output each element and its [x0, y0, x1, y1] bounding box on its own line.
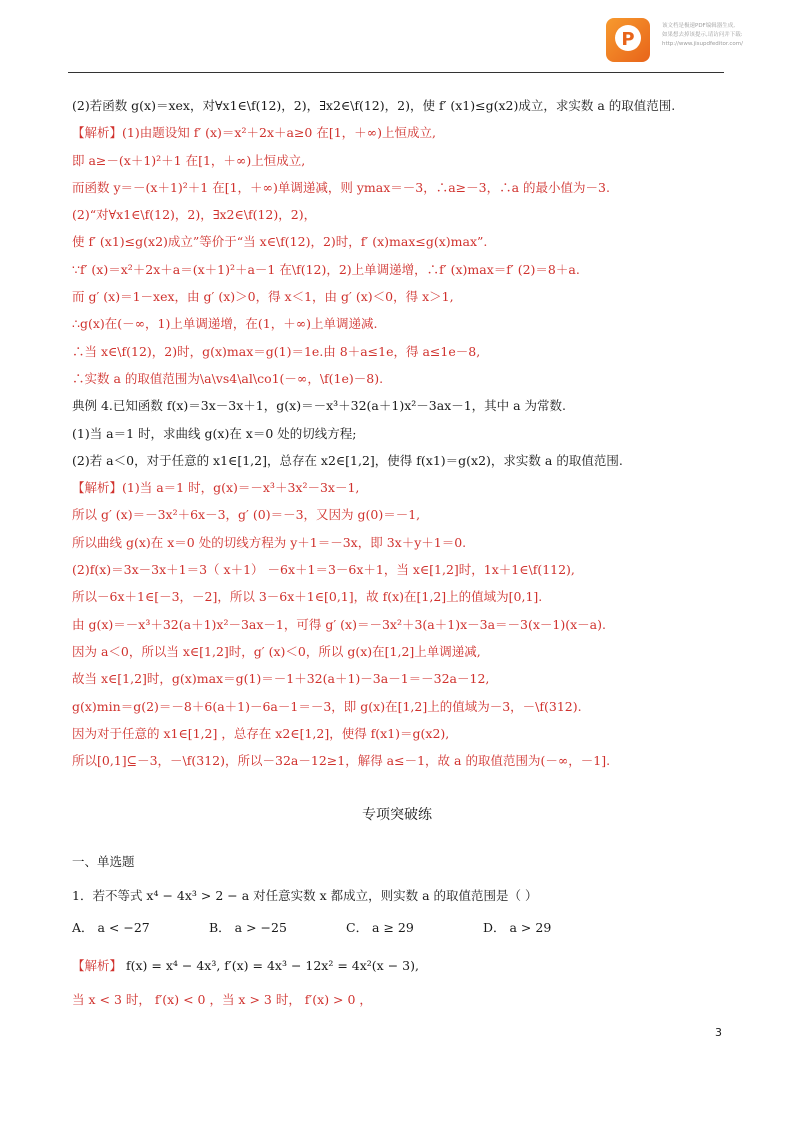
line-text: 故当 x∈[1,2]时，g(x)max＝g(1)＝－1＋32(a＋1)－3a－1＝－32a－12,: [72, 671, 490, 687]
text-line: [72, 365, 732, 392]
option-b: B． a > −25: [209, 920, 287, 935]
text-line: [72, 611, 732, 638]
line-text: 所以 g′ (x)＝－3x²＋6x－3，g′ (0)＝－3，又因为 g(0)＝－1,: [72, 507, 421, 523]
line-text: (2)f(x)＝3x－3x＋1＝3（ x＋1） －6x＋1＝3－6x＋1，当 x∈[1,2]时，1x＋1∈\f(112),: [72, 562, 575, 578]
text-line: [72, 583, 732, 610]
line-text: 因为对于任意的 x1∈[1,2] ，总存在 x2∈[1,2]，使得 f(x1)＝g(x2),: [72, 725, 450, 741]
header-rule: [68, 72, 724, 73]
analysis-tag: 【解析】: [72, 480, 123, 496]
line-text: 即 a≥－(x＋1)²＋1 在[1，＋∞)上恒成立,: [72, 152, 306, 168]
text-line: [72, 556, 732, 583]
notice-line: 如果想去掉该提示,请访问并下载:: [662, 32, 743, 38]
solution-line: [72, 956, 732, 974]
text-line: [72, 720, 732, 747]
solution-text: f(x) = x⁴ − 4x³, f′(x) = 4x³ − 12x² = 4x²(x − 3),: [122, 958, 419, 973]
text-line: [72, 447, 732, 474]
text-line: [72, 665, 732, 692]
text-line: [72, 638, 732, 665]
option-d: D． a > 29: [483, 920, 552, 935]
analysis-tag: 【解析】: [72, 125, 123, 141]
line-text: 所以－6x＋1∈[－3，－2]，所以 3－6x＋1∈[0,1]，故 f(x)在[1,2]上的值域为[0,1].: [72, 589, 543, 605]
logo-letter: P: [621, 29, 635, 50]
line-text: 而 g′ (x)＝1－xex，由 g′ (x)＞0，得 x＜1，由 g′ (x)＜0，得 x＞1,: [72, 289, 454, 305]
line-text: ∴当 x∈\f(12)，2)时，g(x)max＝g(1)＝1e.由 8＋a≤1e，得 a≤1e－8,: [72, 343, 481, 359]
line-text: 因为 a＜0，所以当 x∈[1,2]时，g′ (x)＜0，所以 g(x)在[1,2]上单调递减,: [72, 643, 481, 659]
line-text: 所以[0,1]⊆－3，－\f(312)，所以－32a－12≥1，解得 a≤－1，故 a 的取值范围为(－∞，－1].: [72, 753, 611, 769]
text-line: [72, 529, 732, 556]
section-title: 专项突破练: [362, 807, 432, 823]
page-number: 3: [715, 1026, 722, 1039]
text-line: [72, 283, 732, 310]
text-line: [72, 119, 732, 146]
line-text: ∴实数 a 的取值范围为\a\vs4\al\co1(－∞，\f(1e)－8).: [72, 370, 384, 386]
text-line: [72, 174, 732, 201]
question-1: 1．若不等式 x⁴ − 4x³ > 2 − a 对任意实数 x 都成立，则实数 a 的取值范围是（ ）: [72, 888, 538, 903]
editor-notice: [662, 22, 772, 49]
text-line: [72, 392, 732, 419]
notice-link[interactable]: http://www.jisupdfeditor.com/: [662, 41, 743, 47]
mc-heading: 一、单选题: [72, 854, 135, 869]
line-text: ∴g(x)在(－∞，1)上单调递增，在(1，＋∞)上单调递减.: [72, 316, 378, 332]
text-line: [72, 310, 732, 337]
options: [72, 918, 732, 936]
line-text: (1)由题设知 f′ (x)＝x²＋2x＋a≥0 在[1，＋∞)上恒成立,: [122, 125, 436, 141]
text-line: [72, 92, 732, 119]
text-line: [72, 228, 732, 255]
text-line: [72, 693, 732, 720]
text-line: [72, 256, 732, 283]
line-text: 典例 4.已知函数 f(x)＝3x－3x＋1，g(x)＝－x³＋32(a＋1)x²－3ax－1，其中 a 为常数.: [72, 398, 567, 414]
logo: [606, 18, 650, 62]
text-line: [72, 147, 732, 174]
text-line: [72, 420, 732, 447]
option-c: C． a ≥ 29: [346, 920, 414, 935]
line-text: (2)若函数 g(x)＝xex，对∀x1∈\f(12)，2)，∃x2∈\f(12)，2)，使 f′ (x1)≤g(x2)成立，求实数 a 的取值范围.: [72, 98, 676, 113]
notice-line: 该文档是极速PDF编辑器生成,: [662, 23, 735, 29]
solution-tag: 【解析】: [72, 958, 123, 973]
line-text: 由 g(x)＝－x³＋32(a＋1)x²－3ax－1，可得 g′ (x)＝－3x²＋3(a＋1)x－3a＝－3(x－1)(x－a).: [72, 616, 606, 632]
line-text: (2)“对∀x1∈\f(12)，2)，∃x2∈\f(12)，2)，: [72, 207, 317, 223]
line-text: 所以曲线 g(x)在 x＝0 处的切线方程为 y＋1＝－3x，即 3x＋y＋1＝0.: [72, 534, 467, 550]
line-text: (1)当 a＝1 时，g(x)＝－x³＋3x²－3x－1,: [122, 480, 360, 496]
option-a: A． a < −27: [72, 920, 150, 935]
solution-line: 当 x < 3 时， f′(x) < 0 ，当 x > 3 时， f′(x) > 0 ，: [72, 992, 372, 1007]
line-text: 使 f′ (x1)≤g(x2)成立”等价于“当 x∈\f(12)，2)时，f′ (x)max≤g(x)max”.: [72, 234, 488, 250]
text-line: [72, 201, 732, 228]
text-line: [72, 747, 732, 774]
text-line: [72, 474, 732, 501]
body-text: [72, 92, 732, 774]
line-text: (1)当 a＝1 时，求曲线 g(x)在 x＝0 处的切线方程;: [72, 425, 357, 441]
text-line: [72, 338, 732, 365]
line-text: (2)若 a＜0，对于任意的 x1∈[1,2]，总存在 x2∈[1,2]，使得 f(x1)＝g(x2)，求实数 a 的取值范围.: [72, 452, 623, 468]
text-line: [72, 501, 732, 528]
line-text: ∵f′ (x)＝x²＋2x＋a＝(x＋1)²＋a－1 在\f(12)，2)上单调递增，∴f′ (x)max＝f′ (2)＝8＋a.: [72, 261, 580, 277]
line-text: g(x)min＝g(2)＝－8＋6(a＋1)－6a－1＝－3，即 g(x)在[1,2]上的值域为－3，－\f(312).: [72, 698, 582, 714]
line-text: 而函数 y＝－(x＋1)²＋1 在[1，＋∞)单调递减，则 ymax＝－3，∴a≥－3，∴a 的最小值为－3.: [72, 179, 610, 195]
